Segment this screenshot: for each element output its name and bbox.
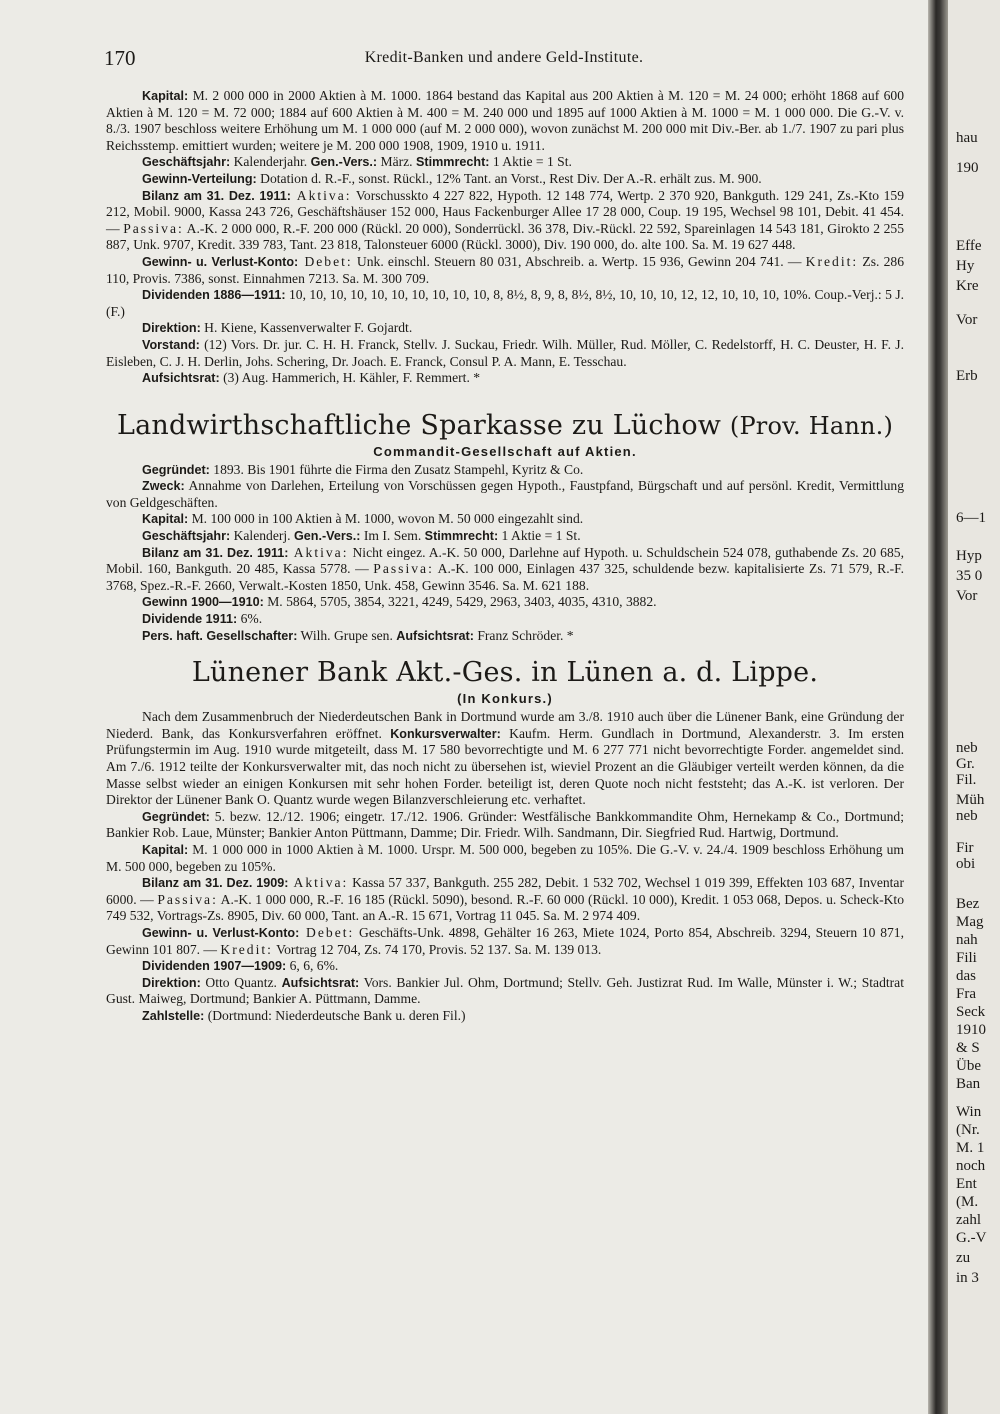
entry-subtitle: (In Konkurs.) xyxy=(457,691,553,707)
entry-subtitle: Commandit-Gesellschaft auf Aktien. xyxy=(373,443,637,459)
field-value: 1 Aktie = 1 St. xyxy=(489,154,572,170)
entry-paragraph xyxy=(106,320,904,337)
entry-paragraph xyxy=(106,709,904,809)
adjacent-page-fragment: in 3 xyxy=(956,1270,979,1286)
document-body xyxy=(106,88,904,1025)
entry-paragraph xyxy=(106,528,904,545)
entry-title xyxy=(106,409,904,443)
entry-paragraph xyxy=(106,370,904,387)
adjacent-page-fragment: Übe xyxy=(956,1058,981,1074)
field-value: Geschäfts-Unk. 4898, Gehälter 16 263, Miete 1024, Porto 854, Abschreib. 3294, Steuern 10 871, Gewinn 101 807. — xyxy=(106,924,904,957)
field-value: 1 Aktie = 1 St. xyxy=(498,528,581,544)
field-label: Konkursverwalter: xyxy=(390,726,501,741)
field-value: Wilh. Grupe sen. xyxy=(297,627,397,643)
adjacent-page-fragment: Ban xyxy=(956,1076,981,1092)
field-label: Gen.-Vers.: xyxy=(293,529,361,544)
entry-paragraph xyxy=(106,287,904,320)
entry-paragraph xyxy=(106,809,904,842)
entry-paragraph xyxy=(106,88,904,154)
field-value: (Dortmund: Niederdeutsche Bank u. deren Fil.) xyxy=(204,1007,466,1023)
entry-paragraph xyxy=(106,188,904,254)
field-label: Aufsichtsrat: xyxy=(142,371,220,386)
adjacent-page-fragment: Hyp xyxy=(956,548,982,564)
book-gutter xyxy=(928,0,948,1414)
adjacent-page-fragment: hau xyxy=(956,130,978,146)
field-value: Franz Schröder. * xyxy=(473,627,574,643)
field-value: Vorschusskto 4 227 822, Hypoth. 12 148 774, Wertp. 2 370 920, Bankguth. 129 241, Zs.-Kto 159 212, Mobil. 9000, Kassa 243 726, Geschäftshäuser 152 000, Haus Fackenburger Allee 17 28 000, Coup. 19 195, Wechsel 98 101, Debit. 41 454. — xyxy=(106,187,904,236)
adjacent-page-fragment: G.-V xyxy=(956,1230,987,1246)
entry-paragraph xyxy=(106,462,904,479)
adjacent-page-fragment: (M. xyxy=(956,1194,979,1210)
adjacent-page-fragment: Fili xyxy=(956,950,977,966)
field-value: Im I. Sem. xyxy=(360,528,425,544)
spaced-label: Aktiva: xyxy=(290,187,352,203)
field-value: M. 1 000 000 in 1000 Aktien à M. 1000. Urspr. M. 500 000, begeben zu 105%. Die G.-V. v. 24./4. 1909 beschloss Erhöhung um M. 500 000, begeben zu 105%. xyxy=(106,841,904,874)
field-label: Gewinn- u. Verlust-Konto: xyxy=(142,925,300,940)
entry-paragraph xyxy=(106,628,904,645)
adjacent-page-fragment: 1910 xyxy=(956,1022,986,1038)
adjacent-page-fragment: zu xyxy=(956,1250,971,1266)
field-label: Pers. haft. Gesellschafter: xyxy=(142,628,298,643)
section-gap xyxy=(106,387,904,397)
field-value: M. 5864, 5705, 3854, 3221, 4249, 5429, 2963, 3403, 4035, 4310, 3882. xyxy=(263,594,657,610)
field-label: Kapital: xyxy=(142,842,189,857)
field-value: Vors. Bankier Jul. Ohm, Dortmund; Stellv. Geh. Justizrat Rud. Im Walle, Münster i. W.; Stadtrat Gust. Maiweg, Dortmund; Bankier A. Püttmann, Damme. xyxy=(106,974,904,1007)
entry-paragraph xyxy=(106,1008,904,1025)
field-value: Kaufm. Herm. Gundlach in Dortmund, Alexanderstr. 3. Im ersten Prüfungstermin im Aug. 1910 wurde mitgeteilt, dass M. 17 580 bevorrechtigte und M. 6 277 771 nicht bevorrechtigte Forder. angemeldet sind. Am 7./6. 1912 teilte der Konkursverwalter mit, das noch nicht zu übersehen ist, wieviel Prozent an die Gläubiger verteilt werden können, da die Masse selbst wieder an einigen Konkursen mit sehr hohen Forder. beteiligt ist, deren Quote noch nicht feststeht; das A.-K. ist verloren. Der Direktor der Lünener Bank O. Quantz wurde wegen Bilanzverschleierung etc. verhaftet. xyxy=(106,725,904,808)
field-label: Bilanz am 31. Dez. 1911: xyxy=(142,188,291,203)
page-number: 170 xyxy=(104,46,136,70)
field-value: Nach dem Zusammenbruch der Niederdeutschen Bank in Dortmund wurde am 3./8. 1910 auch über die Lünener Bank, eine Gründung der Niederd. Bank, das Konkursverfahren eröffnet. xyxy=(106,709,904,741)
entry-paragraph xyxy=(106,925,904,958)
field-label: Bilanz am 31. Dez. 1909: xyxy=(142,876,289,891)
spaced-label: Passiva: xyxy=(123,220,184,236)
field-value: 6%. xyxy=(237,611,263,627)
field-value: Vortrag 12 704, Zs. 74 170, Provis. 52 137. Sa. M. 139 013. xyxy=(272,941,602,957)
field-label: Gegründet: xyxy=(142,809,210,824)
adjacent-page-edge xyxy=(948,0,1000,1414)
adjacent-page-fragment: Fra xyxy=(956,986,976,1002)
adjacent-page-fragment: 35 0 xyxy=(956,568,983,584)
spaced-label: Debet: xyxy=(298,253,353,269)
field-label: Stimmrecht: xyxy=(424,529,499,544)
spaced-label: Debet: xyxy=(299,924,355,940)
adjacent-page-fragment: neb xyxy=(956,808,978,824)
entry-paragraph xyxy=(106,337,904,370)
adjacent-page-fragment: Müh xyxy=(956,792,985,808)
field-value: Kassa 57 337, Bankguth. 255 282, Debit. 1 532 702, Wechsel 1 019 399, Effekten 103 687, Inventar 6000. — xyxy=(106,875,904,907)
field-label: Aufsichtsrat: xyxy=(396,628,474,643)
adjacent-page-fragment: Hy xyxy=(956,258,975,274)
adjacent-page-fragment: Kre xyxy=(956,278,979,294)
field-label: Kapital: xyxy=(142,512,189,527)
adjacent-page-fragment: zahl xyxy=(956,1212,981,1228)
field-label: Dividende 1911: xyxy=(142,612,238,627)
spaced-label: Kredit: xyxy=(220,941,273,957)
entry-paragraph xyxy=(106,875,904,925)
field-value: (12) Vors. Dr. jur. C. H. H. Franck, Stellv. J. Suckau, Friedr. Wilh. Müller, Rud. Möller, C. Redelstorff, H. C. Deuster, H. F. J. Eisleben, C. J. H. Derlin, Johs. Schering, Dr. Joach. E. Franck, Consul P. A. Mann, E. Tesschau. xyxy=(106,336,904,369)
field-label: Kapital: xyxy=(142,89,189,103)
field-label: Gewinn- u. Verlust-Konto: xyxy=(142,254,299,269)
field-value: (3) Aug. Hammerich, H. Kähler, F. Remmert. * xyxy=(219,370,481,386)
field-label: Geschäftsjahr: xyxy=(142,529,231,544)
adjacent-page-fragment: Fir xyxy=(956,840,974,856)
field-value: Kalenderj. xyxy=(230,528,294,544)
entry-paragraph xyxy=(106,975,904,1008)
adjacent-page-fragment: 6—1 xyxy=(956,510,986,526)
entry-paragraph xyxy=(106,171,904,188)
field-value: Zs. 286 110, Provis. 7386, sonst. Einnahmen 7213. Sa. M. 300 709. xyxy=(106,253,904,286)
entry-paragraph xyxy=(106,478,904,511)
field-label: Gewinn 1900—1910: xyxy=(142,595,264,610)
adjacent-page-fragment: nah xyxy=(956,932,978,948)
field-label: Dividenden 1907—1909: xyxy=(142,959,287,974)
adjacent-page-fragment: das xyxy=(956,968,976,984)
adjacent-page-fragment: obi xyxy=(956,856,976,872)
field-label: Gegründet: xyxy=(142,462,210,477)
adjacent-page-fragment: & S xyxy=(956,1040,980,1056)
adjacent-page-fragment: Gr. xyxy=(956,756,975,772)
adjacent-page-fragment: Vor xyxy=(956,312,978,328)
adjacent-page-fragment: 190 xyxy=(956,160,979,176)
entry-title-suffix: (Prov. Hann.) xyxy=(729,411,894,440)
adjacent-page-fragment: (Nr. xyxy=(956,1122,980,1138)
field-label: Direktion: xyxy=(142,975,201,990)
field-value: Annahme von Darlehen, Erteilung von Vorschüssen gegen Hypoth., Faustpfand, Bürgschaft und auf persönl. Kredit, Vermittlung von Geldgeschäften. xyxy=(106,478,904,510)
spaced-label: Passiva: xyxy=(157,891,218,907)
field-value: März. xyxy=(377,154,416,170)
entry-paragraph xyxy=(106,594,904,611)
adjacent-page-fragment: neb xyxy=(956,740,978,756)
entry-paragraph xyxy=(106,254,904,287)
field-label: Zweck: xyxy=(142,479,185,494)
entry-title-text: Landwirthschaftliche Sparkasse zu Lüchow xyxy=(116,409,722,441)
field-value: A.-K. 2 000 000, R.-F. 200 000 (Rückl. 20 000), Sonderrückl. 36 378, Div.-Rückl. 22 592, Spareinlagen 14 543 181, Girokto 2 255 887, Unk. 9707, Kredit. 339 783, Tant. 23 818, Talonsteuer 6000 (Rückl. 3000), Div. 190 000, do. alte 100. Sa. M. 19 627 448. xyxy=(106,220,904,253)
field-value: 10, 10, 10, 10, 10, 10, 10, 10, 10, 10, 8, 8½, 8, 9, 8, 8½, 8½, 10, 10, 10, 12, 12, 10, 10, 10, 10%. Coup.-Verj.: 5 J. (F.) xyxy=(106,287,905,319)
adjacent-page-fragment: M. 1 xyxy=(956,1140,985,1156)
entry-title xyxy=(106,656,904,690)
entry-paragraph xyxy=(106,958,904,975)
entry-paragraph xyxy=(106,511,904,528)
field-label: Aufsichtsrat: xyxy=(281,975,360,990)
adjacent-page-fragment: Fil. xyxy=(956,772,977,788)
spaced-label: Kredit: xyxy=(805,253,859,269)
field-value: 1893. Bis 1901 führte die Firma den Zusatz Stampehl, Kyritz & Co. xyxy=(209,461,584,477)
field-label: Dividenden 1886—1911: xyxy=(142,288,286,303)
adjacent-page-fragment: Erb xyxy=(956,368,978,384)
field-label: Direktion: xyxy=(142,321,201,336)
entry-paragraph xyxy=(106,611,904,628)
adjacent-page-fragment: Vor xyxy=(956,588,978,604)
field-value: Otto Quantz. xyxy=(200,974,282,990)
field-value: H. Kiene, Kassenverwalter F. Gojardt. xyxy=(200,320,413,336)
adjacent-page-fragment: Mag xyxy=(956,914,984,930)
field-value: 5. bezw. 12./12. 1906; eingetr. 17./12. 1906. Gründer: Westfälische Bankkommandite Ohm, Hernekamp & Co., Dortmund; Bankier Rob. Laue, Münster; Bankier Anton Püttmann, Damme; Dir. Friedr. Wilh. Sandmann, Dir. Siegfried Rud. Hartwig, Dortmund. xyxy=(106,808,904,841)
field-label: Vorstand: xyxy=(142,337,200,352)
adjacent-page-fragment: Ent xyxy=(956,1176,977,1192)
running-title: Kredit-Banken und andere Geld-Institute. xyxy=(364,49,644,66)
field-label: Zahlstelle: xyxy=(142,1008,205,1023)
entry-title-text: Lünener Bank Akt.-Ges. in Lünen a. d. Lippe. xyxy=(191,657,819,689)
adjacent-page-fragment: Win xyxy=(956,1104,982,1120)
field-label: Geschäftsjahr: xyxy=(142,155,231,170)
field-label: Gen.-Vers.: xyxy=(310,155,378,170)
adjacent-page-fragment: Effe xyxy=(956,238,982,254)
spaced-label: Aktiva: xyxy=(288,875,349,891)
entry-paragraph xyxy=(106,154,904,171)
field-value: Nicht eingez. A.-K. 50 000, Darlehne auf Hypoth. u. Schuldschein 524 078, guthabende Zs. 20 685, Mobil. 160, Bankguth. 20 485, Kassa 5778. — xyxy=(106,544,904,577)
spaced-label: Passiva: xyxy=(373,561,434,577)
field-label: Gewinn-Verteilung: xyxy=(142,171,257,186)
field-value: Dotation d. R.-F., sonst. Rückl., 12% Tant. an Vorst., Rest Div. Der A.-R. erhält zus. M. 900. xyxy=(256,170,762,186)
field-value: Kalenderjahr. xyxy=(230,154,311,170)
field-label: Bilanz am 31. Dez. 1911: xyxy=(142,545,289,560)
field-label: Stimmrecht: xyxy=(415,155,490,170)
field-value: M. 2 000 000 in 2000 Aktien à M. 1000. 1864 bestand das Kapital aus 200 Aktien à M. 120 = M. 24 000; erhöht 1868 auf 600 Aktien à M. 120 = M. 72 000; 1884 auf 600 Aktien à M. 400 = M. 240 000 und 1895 auf 1000 Aktien à M. 1000 = M. 1 000 000. Die G.-V. v. 8./3. 1907 beschloss weitere Erhöhung um M. 1 000 000 (auf M. 2 000 000), wovon zunächst M. 200 000 mit Div.-Ber. ab 1./7. 1907 zu pari plus Reichsstemp. emittiert wurden; weitere je M. 200 000 1908, 1909, 1910 u. 1911. xyxy=(106,88,904,153)
page-header xyxy=(104,46,904,70)
entry-paragraph xyxy=(106,545,904,595)
entry-paragraph xyxy=(106,842,904,875)
field-value: 6, 6, 6%. xyxy=(286,958,339,974)
field-value: Unk. einschl. Steuern 80 031, Abschreib. a. Wertp. 15 936, Gewinn 204 741. — xyxy=(352,253,806,269)
field-value: A.-K. 1 000 000, R.-F. 16 185 (Rückl. 5090), besond. R.-F. 60 000 (Rückl. 10 000), Kredit. 1 053 068, Depos. u. Scheck-Kto 749 532, Vortrags-Zs. 8905, Div. 60 000, Tant. an A.-R. 15 671, Vortrag 11 045. Sa. M. 2 974 409. xyxy=(106,891,904,924)
adjacent-page-fragment: Bez xyxy=(956,896,980,912)
field-value: A.-K. 100 000, Einlagen 437 325, schuldende bezw. kapitalisierte Zs. 71 579, R.-F. 3768, Spez.-R.-F. 2660, Verwalt.-Kosten 1850, Unk. 458, Gewinn 3546. Sa. M. 621 188. xyxy=(106,561,904,593)
adjacent-page-fragment: noch xyxy=(956,1158,986,1174)
spaced-label: Aktiva: xyxy=(288,544,349,560)
adjacent-page-fragment: Seck xyxy=(956,1004,986,1020)
field-value: M. 100 000 in 100 Aktien à M. 1000, wovon M. 50 000 eingezahlt sind. xyxy=(188,511,584,527)
